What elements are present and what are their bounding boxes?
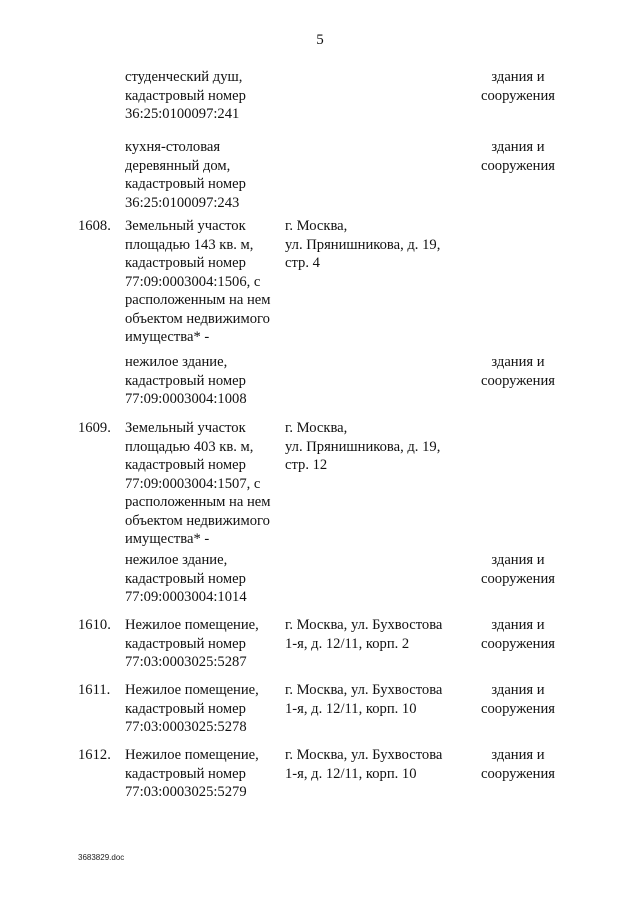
entry-address: г. Москва, ул. Бухвостова 1-я, д. 12/11, корп. 10 (285, 682, 443, 717)
entry-type: здания и сооружения (481, 747, 555, 782)
entry-description: Нежилое помещение, кадастровый номер 77:03:0003025:5278 (125, 682, 259, 735)
entry-description: Земельный участок площадью 403 кв. м, кадастровый номер 77:09:0003004:1507, с расположенным на нем объектом недвижимого имущества* - (125, 420, 271, 547)
list-item (0, 353, 640, 419)
entry-type: здания и сооружения (481, 682, 555, 717)
entry-address: г. Москва, ул. Прянишникова, д. 19, стр. 12 (285, 420, 441, 473)
entry-number: 1611. (78, 682, 111, 698)
list-item (0, 681, 640, 746)
entry-description: Нежилое помещение, кадастровый номер 77:03:0003025:5279 (125, 747, 259, 800)
list-item (0, 746, 640, 806)
list-item (0, 68, 640, 138)
entry-number: 1608. (78, 218, 111, 234)
list-item (0, 419, 640, 551)
entry-description: нежилое здание, кадастровый номер 77:09:0003004:1014 (125, 552, 247, 605)
entry-description: Нежилое помещение, кадастровый номер 77:03:0003025:5287 (125, 617, 259, 670)
page-number: 5 (316, 32, 324, 48)
entry-type: здания и сооружения (481, 552, 555, 587)
entry-number: 1609. (78, 420, 111, 436)
document-filename: 3683829.doc (78, 853, 125, 862)
entry-type: здания и сооружения (481, 617, 555, 652)
entry-address: г. Москва, ул. Прянишникова, д. 19, стр. 4 (285, 218, 441, 271)
list-item (0, 138, 640, 217)
list-item (0, 616, 640, 681)
property-list (0, 68, 640, 806)
entry-address: г. Москва, ул. Бухвостова 1-я, д. 12/11, корп. 2 (285, 617, 443, 652)
list-item (0, 551, 640, 616)
entry-description: студенческий душ, кадастровый номер 36:25:0100097:241 (125, 69, 246, 122)
entry-type: здания и сооружения (481, 139, 555, 174)
entry-type: здания и сооружения (481, 69, 555, 104)
entry-description: Земельный участок площадью 143 кв. м, кадастровый номер 77:09:0003004:1506, с расположенным на нем объектом недвижимого имущества* - (125, 218, 271, 345)
entry-address: г. Москва, ул. Бухвостова 1-я, д. 12/11, корп. 10 (285, 747, 443, 782)
list-item (0, 217, 640, 353)
entry-description: кухня-столовая деревянный дом, кадастровый номер 36:25:0100097:243 (125, 139, 246, 211)
entry-type: здания и сооружения (481, 354, 555, 389)
entry-description: нежилое здание, кадастровый номер 77:09:0003004:1008 (125, 354, 247, 407)
entry-number: 1610. (78, 617, 111, 633)
entry-number: 1612. (78, 747, 111, 763)
